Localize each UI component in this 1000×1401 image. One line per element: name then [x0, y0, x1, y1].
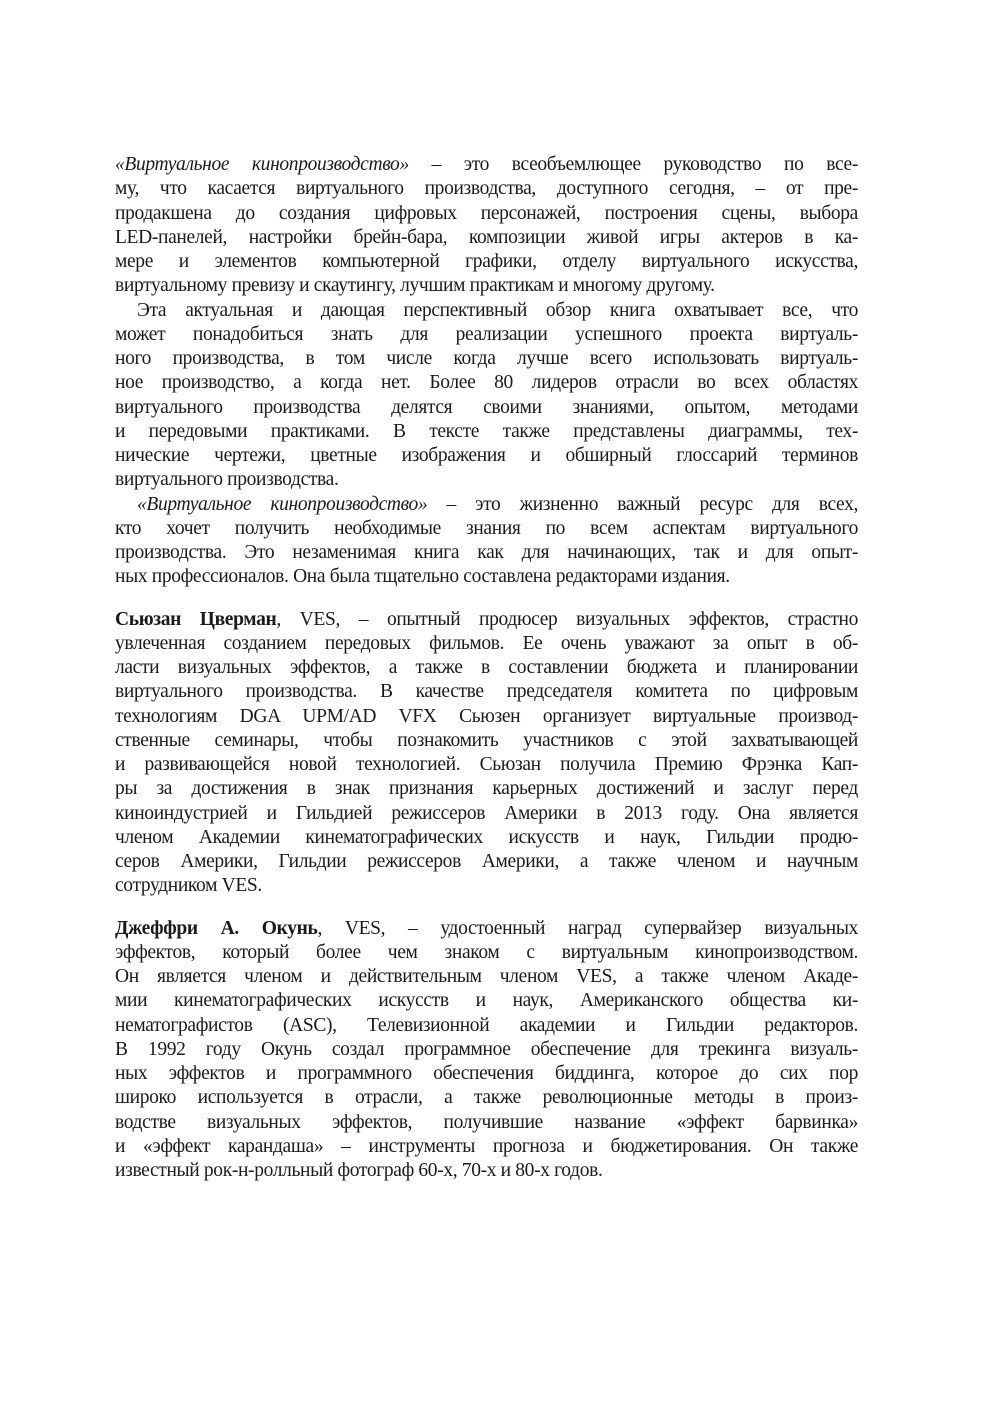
text-line: [115, 517, 858, 541]
text-segment: нические чертежи, цветные изображения и обширный глоссарий терминов: [115, 445, 858, 466]
book-description-paragraph: [115, 493, 858, 590]
text-segment: эффектов, который более чем знаком с виртуальным кинопроизводством.: [115, 941, 858, 963]
text-line: [115, 226, 858, 250]
text-line: [115, 802, 858, 826]
text-segment: может понадобиться знать для реализации успешного проекта виртуаль-: [115, 323, 858, 345]
text-line: [115, 250, 858, 274]
section-gap: [115, 590, 858, 608]
text-line: [115, 1111, 858, 1135]
text-segment: виртуального производства.: [115, 469, 339, 491]
text-segment: ры за достижения в знак признания карьерных достижений и заслуг перед: [115, 778, 858, 800]
text-line: [115, 396, 858, 420]
text-segment: ного производства, в том числе когда лучше всего использовать виртуаль-: [115, 348, 858, 369]
book-title: «Виртуальное кинопроизводство»: [115, 154, 409, 175]
text-segment: серов Америки, Гильдии режиссеров Америки, а также членом и научным: [115, 851, 858, 872]
text-segment: – это жизненно важный ресурс для всех,: [427, 493, 858, 515]
text-segment: виртуального производства. В качестве председателя комитета по цифровым: [115, 681, 858, 703]
book-description-paragraph: [115, 299, 858, 493]
book-description-paragraph: [115, 153, 858, 299]
text-line: [115, 177, 858, 201]
text-segment: известный рок-н-ролльный фотограф 60-х, 70-х и 80-х годов.: [115, 1160, 603, 1181]
text-line: [115, 274, 858, 298]
text-line: [115, 965, 858, 989]
text-line: [115, 202, 858, 226]
author-bio-okun: [115, 917, 858, 1184]
text-line: [115, 989, 858, 1013]
text-segment: мере и элементов компьютерной графики, отделу виртуального искусства,: [115, 251, 858, 272]
text-segment: увлеченная созданием передовых фильмов. Ее очень уважают за опыт в об-: [115, 632, 858, 654]
book-title: «Виртуальное кинопроизводство»: [137, 493, 428, 515]
text-line: [115, 493, 858, 517]
text-line: [115, 941, 858, 965]
text-segment: и развивающейся новой технологией. Сьюзан получила Премию Фрэнка Кап-: [115, 754, 858, 775]
text-segment: членом Академии кинематографических искусств и наук, Гильдии продю-: [115, 826, 858, 848]
text-line: [115, 777, 858, 801]
document-page: [115, 153, 858, 1183]
text-segment: – это всеобъемлющее руководство по все-: [408, 154, 858, 175]
text-line: [115, 153, 858, 177]
text-line: [115, 729, 858, 753]
text-line: [115, 468, 858, 492]
text-segment: ственные семинары, чтобы познакомить участников с этой захватывающей: [115, 729, 858, 751]
text-segment: мии кинематографических искусств и наук, Американского общества ки-: [115, 990, 858, 1012]
text-line: [115, 917, 858, 941]
section-gap: [115, 899, 858, 917]
text-segment: и «эффект карандаша» – инструменты прогноза и бюджетирования. Он также: [115, 1135, 858, 1157]
text-line: [115, 705, 858, 729]
text-line: [115, 1159, 858, 1183]
author-name: Джеффри А. Окунь: [115, 917, 318, 939]
text-line: [115, 371, 858, 395]
text-line: [115, 347, 858, 371]
text-line: [115, 850, 858, 874]
text-line: [115, 753, 858, 777]
text-line: [115, 826, 858, 850]
text-segment: продакшена до создания цифровых персонажей, построения сцены, выбора: [115, 202, 858, 224]
text-line: [115, 680, 858, 704]
text-line: [115, 632, 858, 656]
text-segment: , VES, – удостоенный наград супервайзер визуальных: [317, 917, 858, 939]
text-line: [115, 1014, 858, 1038]
text-segment: Он является членом и действительным членом VES, а также членом Акаде-: [115, 966, 858, 987]
author-bio-zwerman: [115, 608, 858, 899]
text-segment: В 1992 году Окунь создал программное обеспечение для трекинга визуаль-: [115, 1038, 858, 1060]
text-line: [115, 608, 858, 632]
text-line: [115, 565, 858, 589]
text-segment: , VES, – опытный продюсер визуальных эффектов, страстно: [276, 608, 858, 630]
text-segment: нематографистов (ASC), Телевизионной академии и Гильдии редакторов.: [115, 1014, 858, 1036]
text-segment: ных профессионалов. Она была тщательно составлена редакторами издания.: [115, 566, 730, 588]
text-line: [115, 420, 858, 444]
text-segment: ных эффектов и программного обеспечения биддинга, которое до сих пор: [115, 1063, 858, 1084]
text-line: [115, 1038, 858, 1062]
text-segment: кто хочет получить необходимые знания по всем аспектам виртуального: [115, 517, 858, 539]
text-line: [115, 541, 858, 565]
text-line: [115, 1086, 858, 1110]
text-segment: виртуального производства делятся своими знаниями, опытом, методами: [115, 396, 858, 418]
text-line: [115, 444, 858, 468]
text-line: [115, 1135, 858, 1159]
text-segment: Эта актуальная и дающая перспективный обзор книга охватывает все, что: [137, 299, 858, 321]
text-segment: сотрудником VES.: [115, 875, 262, 897]
text-segment: ное производство, а когда нет. Более 80 лидеров отрасли во всех областях: [115, 372, 858, 394]
text-segment: широко используется в отрасли, а также революционные методы в произ-: [115, 1087, 858, 1109]
text-line: [115, 299, 858, 323]
text-segment: водстве визуальных эффектов, получившие название «эффект барвинка»: [115, 1111, 858, 1133]
text-line: [115, 323, 858, 347]
text-line: [115, 656, 858, 680]
text-segment: киноиндустрией и Гильдией режиссеров Америки в 2013 году. Она является: [115, 802, 858, 824]
text-line: [115, 874, 858, 898]
text-segment: му, что касается виртуального производства, доступного сегодня, – от пре-: [115, 178, 858, 200]
text-segment: технологиям DGA UPM/AD VFX Сьюзен организует виртуальные производ-: [115, 705, 858, 727]
text-segment: производства. Это незаменимая книга как для начинающих, так и для опыт-: [115, 542, 858, 563]
text-segment: ласти визуальных эффектов, а также в составлении бюджета и планировании: [115, 657, 858, 678]
text-segment: и передовыми практиками. В тексте также представлены диаграммы, тех-: [115, 420, 858, 442]
text-segment: виртуальному превизу и скаутингу, лучшим практикам и многому другому.: [115, 275, 715, 297]
author-name: Сьюзан Цверман: [115, 608, 277, 630]
text-line: [115, 1062, 858, 1086]
text-segment: LED-панелей, настройки брейн-бара, композиции живой игры актеров в ка-: [115, 226, 858, 248]
